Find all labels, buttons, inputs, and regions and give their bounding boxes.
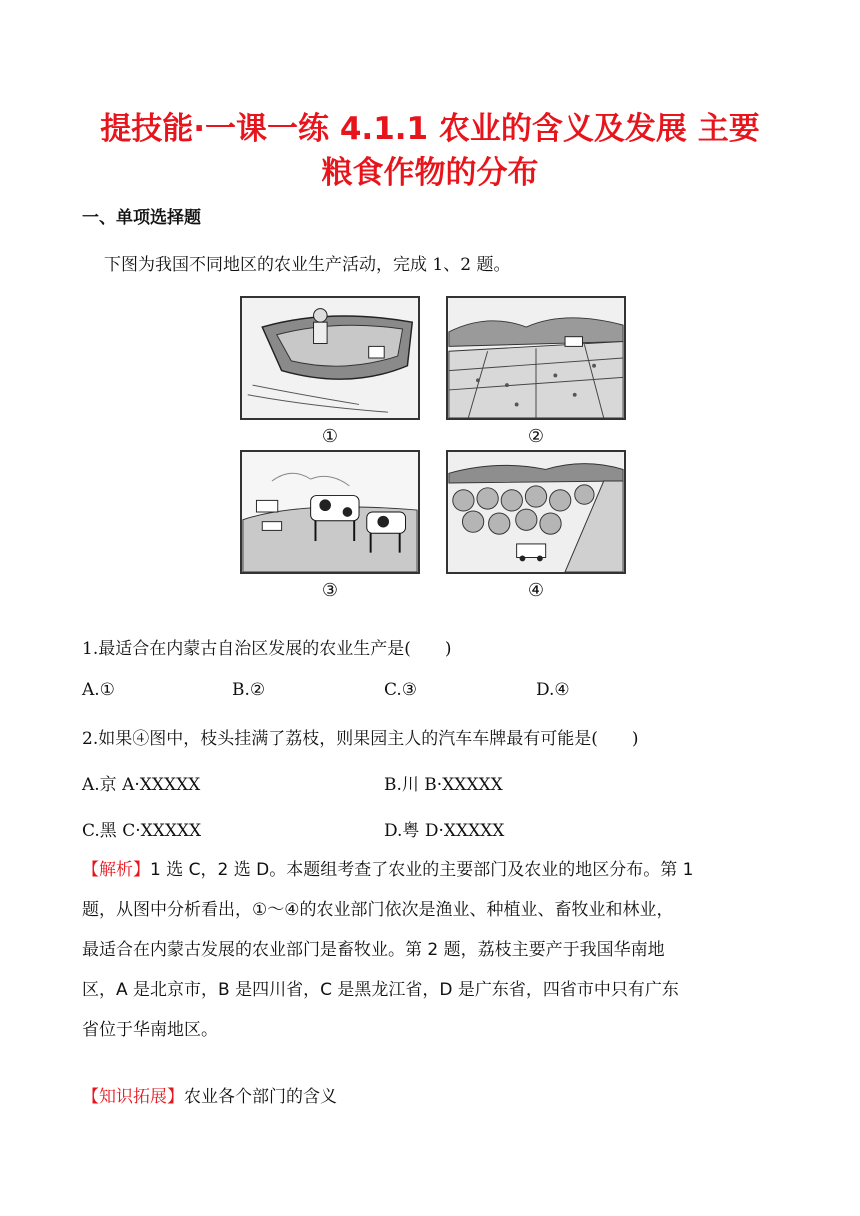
knowledge-text: 农业各个部门的含义: [184, 1087, 337, 1107]
question-2-stem: 2.如果④图中，枝头挂满了荔枝，则果园主人的汽车车牌最有可能是( ): [82, 729, 639, 749]
intro-text: 下图为我国不同地区的农业生产活动，完成 1、2 题。: [104, 255, 511, 275]
question-1-option-a[interactable]: A.①: [82, 680, 115, 700]
caption-4: ④: [527, 580, 545, 601]
section-heading: 一、单项选择题: [82, 208, 201, 228]
question-2-option-d[interactable]: D.粤 D·XXXXX: [384, 821, 505, 841]
farming-illustration: [446, 296, 626, 420]
livestock-illustration: [240, 450, 420, 574]
question-1-option-c[interactable]: C.③: [384, 680, 418, 700]
page-title-line1: 提技能·一课一练 4.1.1 农业的含义及发展 主要: [100, 111, 760, 147]
page-title-line2: 粮食作物的分布: [321, 155, 539, 191]
fishing-illustration: [240, 296, 420, 420]
analysis-line-5: 省位于华南地区。: [82, 1020, 218, 1040]
caption-2: ②: [527, 426, 545, 447]
caption-1: ①: [321, 426, 339, 447]
question-2-option-a[interactable]: A.京 A·XXXXX: [82, 775, 201, 795]
analysis-line-1: 1 选 C，2 选 D。本题组考查了农业的主要部门及农业的地区分布。第 1: [150, 860, 694, 880]
analysis-line-4: 区，A 是北京市，B 是四川省，C 是黑龙江省，D 是广东省，四省市中只有广东: [82, 980, 679, 1000]
analysis-tag: 【解析】: [82, 860, 150, 880]
question-2-option-b[interactable]: B.川 B·XXXXX: [384, 775, 503, 795]
analysis-line-2: 题，从图中分析看出，①～④的农业部门依次是渔业、种植业、畜牧业和林业，: [82, 900, 674, 920]
knowledge-block: [82, 1082, 337, 1107]
question-1-stem: 1.最适合在内蒙古自治区发展的农业生产是( ): [82, 639, 452, 659]
question-1-option-d[interactable]: D.④: [536, 680, 570, 700]
analysis-block: [82, 850, 782, 1050]
knowledge-tag: 【知识拓展】: [82, 1087, 184, 1107]
forestry-illustration: [446, 450, 626, 574]
question-1-option-b[interactable]: B.②: [232, 680, 266, 700]
caption-3: ③: [321, 580, 339, 601]
analysis-line-3: 最适合在内蒙古发展的农业部门是畜牧业。第 2 题，荔枝主要产于我国华南地: [82, 940, 665, 960]
question-2-option-c[interactable]: C.黑 C·XXXXX: [82, 821, 202, 841]
